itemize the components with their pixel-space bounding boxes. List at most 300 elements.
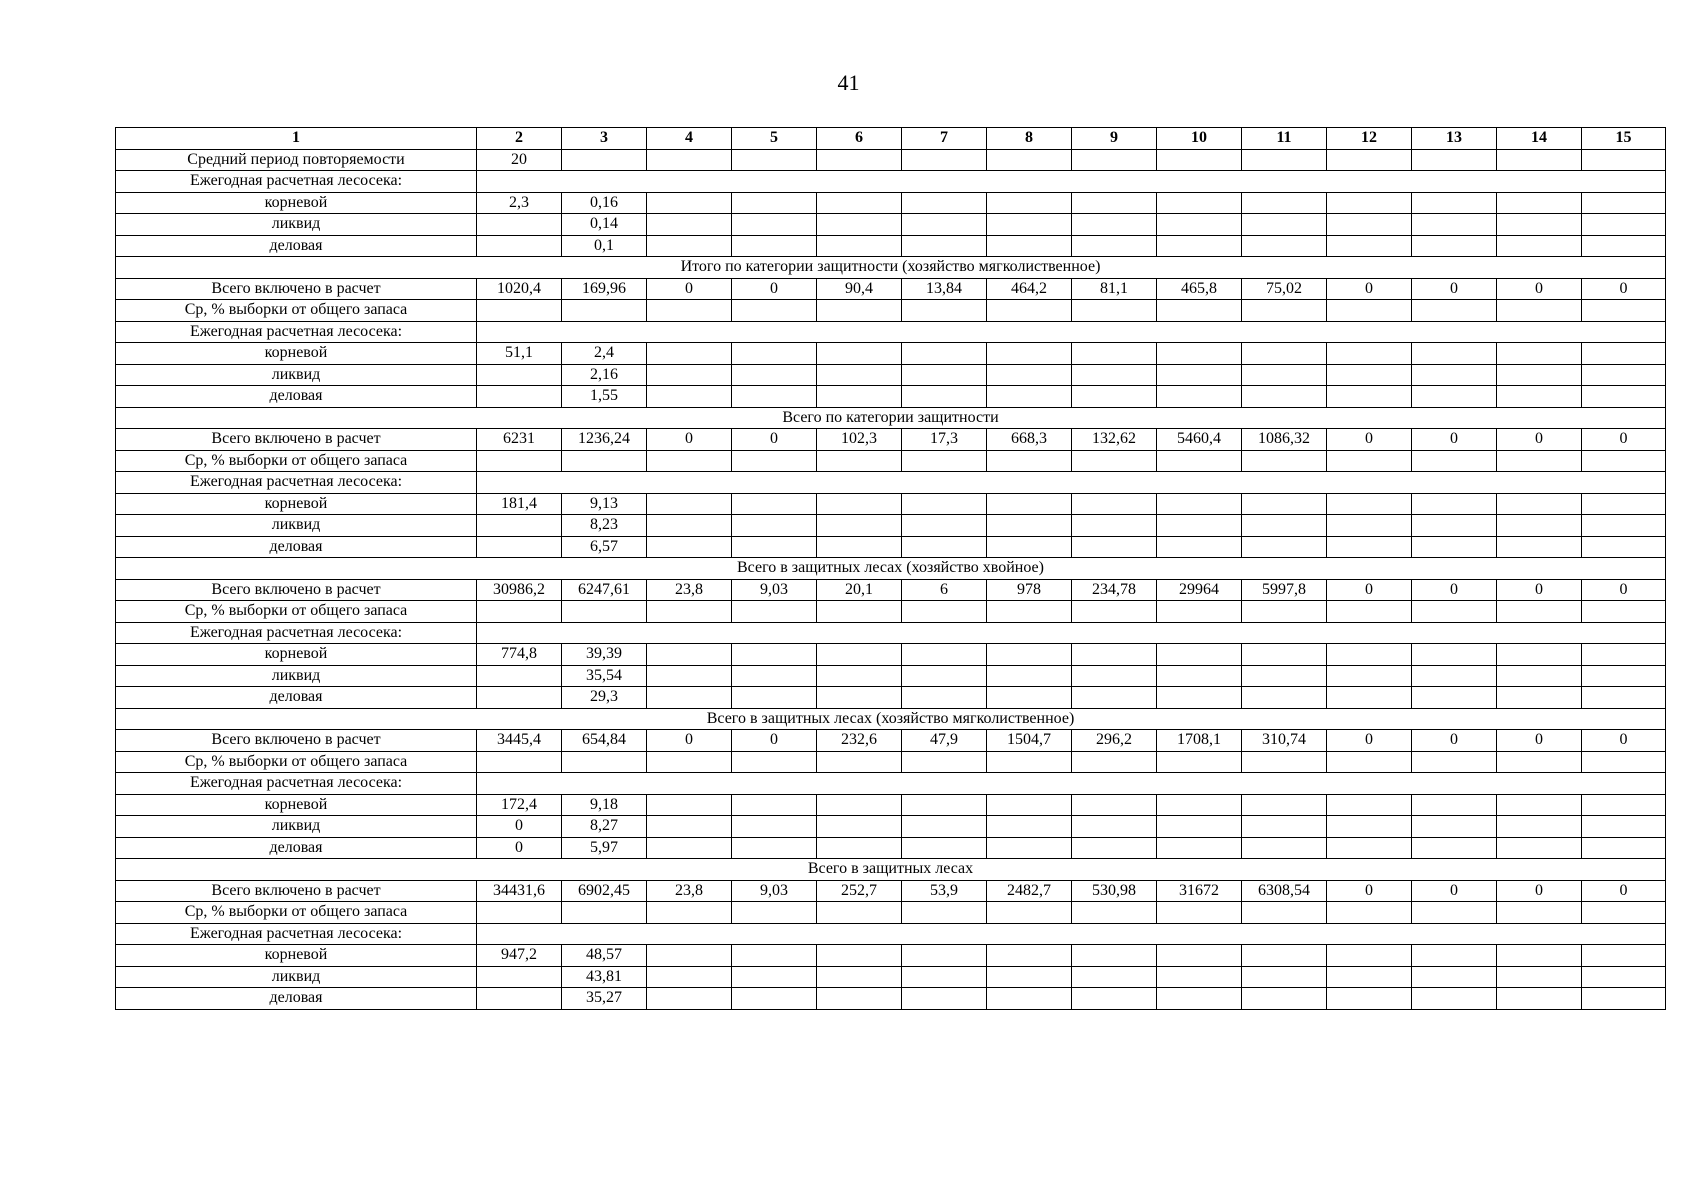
value-cell: 1,55 [562, 386, 647, 408]
value-cell [1412, 902, 1497, 924]
value-cell [987, 945, 1072, 967]
table-row [116, 751, 1666, 773]
section-header-row [116, 407, 1666, 429]
value-cell: 2,4 [562, 343, 647, 365]
value-cell [1497, 665, 1582, 687]
value-cell [1327, 386, 1412, 408]
value-cell [732, 386, 817, 408]
value-cell: 0 [732, 730, 817, 752]
row-label-cell: Средний период повторяемости [116, 149, 477, 171]
value-cell [1412, 149, 1497, 171]
value-cell [987, 966, 1072, 988]
value-cell [1497, 450, 1582, 472]
table-row [116, 730, 1666, 752]
value-cell: 1504,7 [987, 730, 1072, 752]
value-cell [1242, 945, 1327, 967]
value-cell [1072, 450, 1157, 472]
value-cell [562, 450, 647, 472]
table-row [116, 945, 1666, 967]
value-cell [1072, 794, 1157, 816]
column-header-13: 13 [1412, 128, 1497, 150]
value-cell [987, 988, 1072, 1010]
value-cell [1242, 386, 1327, 408]
value-cell [1582, 364, 1666, 386]
value-cell [1412, 837, 1497, 859]
value-cell [1157, 601, 1242, 623]
value-cell [1327, 192, 1412, 214]
value-cell [1242, 816, 1327, 838]
table-row [116, 966, 1666, 988]
section-title: Всего в защитных лесах (хозяйство хвойное) [116, 558, 1666, 580]
value-cell: 20 [477, 149, 562, 171]
value-cell [732, 450, 817, 472]
value-cell [987, 687, 1072, 709]
table-row [116, 794, 1666, 816]
value-cell [902, 450, 987, 472]
table-row [116, 493, 1666, 515]
value-cell [817, 343, 902, 365]
section-title: Всего по категории защитности [116, 407, 1666, 429]
value-cell [817, 902, 902, 924]
row-label-cell: Всего включено в расчет [116, 579, 477, 601]
value-cell [647, 493, 732, 515]
value-cell [1242, 235, 1327, 257]
value-cell [1327, 837, 1412, 859]
value-cell: 3445,4 [477, 730, 562, 752]
table-row [116, 192, 1666, 214]
column-header-4: 4 [647, 128, 732, 150]
value-cell [1582, 235, 1666, 257]
row-label-cell: Ср, % выборки от общего запаса [116, 300, 477, 322]
value-cell: 8,27 [562, 816, 647, 838]
value-cell [817, 235, 902, 257]
value-cell [987, 192, 1072, 214]
value-cell [1412, 966, 1497, 988]
value-cell [562, 902, 647, 924]
column-header-5: 5 [732, 128, 817, 150]
row-label-cell: ликвид [116, 364, 477, 386]
value-cell [1412, 343, 1497, 365]
row-label-cell: деловая [116, 235, 477, 257]
value-cell: 464,2 [987, 278, 1072, 300]
value-cell [1497, 902, 1582, 924]
value-cell [1497, 988, 1582, 1010]
value-cell [1242, 192, 1327, 214]
value-cell [647, 902, 732, 924]
value-cell: 1236,24 [562, 429, 647, 451]
value-cell [987, 343, 1072, 365]
subheader-label: Ежегодная расчетная лесосека: [116, 171, 477, 193]
value-cell [902, 601, 987, 623]
value-cell [1582, 945, 1666, 967]
row-label-cell: Ср, % выборки от общего запаса [116, 902, 477, 924]
value-cell [1072, 751, 1157, 773]
value-cell: 1086,32 [1242, 429, 1327, 451]
value-cell: 0 [1412, 730, 1497, 752]
value-cell [1072, 300, 1157, 322]
value-cell [1157, 665, 1242, 687]
value-cell [1072, 816, 1157, 838]
section-header-row [116, 708, 1666, 730]
table-row [116, 687, 1666, 709]
value-cell [902, 343, 987, 365]
value-cell [1497, 300, 1582, 322]
subheader-row [116, 923, 1666, 945]
value-cell: 296,2 [1072, 730, 1157, 752]
value-cell [477, 751, 562, 773]
value-cell [817, 751, 902, 773]
value-cell [902, 493, 987, 515]
value-cell [1582, 966, 1666, 988]
value-cell [1582, 644, 1666, 666]
value-cell [1327, 751, 1412, 773]
value-cell [1072, 214, 1157, 236]
value-cell [1327, 493, 1412, 515]
value-cell: 39,39 [562, 644, 647, 666]
value-cell [1327, 816, 1412, 838]
value-cell [1242, 300, 1327, 322]
value-cell [1412, 364, 1497, 386]
value-cell [902, 515, 987, 537]
value-cell [817, 816, 902, 838]
value-cell [987, 515, 1072, 537]
row-label-cell: Ср, % выборки от общего запаса [116, 601, 477, 623]
value-cell [1412, 794, 1497, 816]
value-cell [817, 450, 902, 472]
value-cell [732, 945, 817, 967]
subheader-label: Ежегодная расчетная лесосека: [116, 472, 477, 494]
value-cell [817, 364, 902, 386]
value-cell: 0,16 [562, 192, 647, 214]
value-cell [1582, 601, 1666, 623]
value-cell [562, 149, 647, 171]
value-cell [1072, 644, 1157, 666]
table-row [116, 665, 1666, 687]
value-cell [902, 794, 987, 816]
value-cell [732, 687, 817, 709]
table-row [116, 149, 1666, 171]
value-cell: 6 [902, 579, 987, 601]
value-cell [477, 687, 562, 709]
row-label-cell: ликвид [116, 214, 477, 236]
table-row [116, 429, 1666, 451]
table-row [116, 644, 1666, 666]
value-cell [1157, 235, 1242, 257]
value-cell: 0 [1582, 880, 1666, 902]
value-cell: 20,1 [817, 579, 902, 601]
value-cell [1412, 515, 1497, 537]
value-cell [1072, 149, 1157, 171]
value-cell [902, 192, 987, 214]
value-cell: 947,2 [477, 945, 562, 967]
value-cell: 0 [1497, 730, 1582, 752]
value-cell [1072, 601, 1157, 623]
value-cell [647, 945, 732, 967]
table-row [116, 343, 1666, 365]
value-cell [987, 665, 1072, 687]
value-cell [1497, 343, 1582, 365]
value-cell [902, 988, 987, 1010]
value-cell [647, 364, 732, 386]
value-cell [1242, 644, 1327, 666]
value-cell [732, 536, 817, 558]
value-cell [1072, 665, 1157, 687]
value-cell: 5,97 [562, 837, 647, 859]
value-cell: 9,18 [562, 794, 647, 816]
row-label-cell: Всего включено в расчет [116, 880, 477, 902]
value-cell: 169,96 [562, 278, 647, 300]
value-cell [1497, 644, 1582, 666]
value-cell: 0 [1582, 278, 1666, 300]
value-cell [1157, 794, 1242, 816]
value-cell [1242, 988, 1327, 1010]
column-header-9: 9 [1072, 128, 1157, 150]
table-row [116, 880, 1666, 902]
value-cell [1497, 235, 1582, 257]
value-cell [817, 536, 902, 558]
value-cell: 0 [1412, 579, 1497, 601]
value-cell [1327, 665, 1412, 687]
value-cell [1242, 343, 1327, 365]
column-header-row [116, 128, 1666, 150]
table-row [116, 837, 1666, 859]
value-cell [1072, 386, 1157, 408]
value-cell [1497, 837, 1582, 859]
subheader-row [116, 622, 1666, 644]
value-cell [1072, 837, 1157, 859]
table-row [116, 816, 1666, 838]
value-cell [902, 536, 987, 558]
value-cell [732, 493, 817, 515]
value-cell [1582, 988, 1666, 1010]
row-label-cell: корневой [116, 192, 477, 214]
value-cell [732, 192, 817, 214]
table-row [116, 364, 1666, 386]
value-cell [1327, 536, 1412, 558]
value-cell: 9,13 [562, 493, 647, 515]
value-cell: 43,81 [562, 966, 647, 988]
value-cell [562, 300, 647, 322]
value-cell: 6,57 [562, 536, 647, 558]
section-header-row [116, 558, 1666, 580]
value-cell: 0 [1497, 278, 1582, 300]
value-cell [732, 149, 817, 171]
value-cell [1242, 149, 1327, 171]
value-cell: 23,8 [647, 579, 732, 601]
value-cell [1072, 235, 1157, 257]
value-cell [562, 601, 647, 623]
value-cell: 29,3 [562, 687, 647, 709]
value-cell: 774,8 [477, 644, 562, 666]
value-cell [1582, 493, 1666, 515]
value-cell [732, 601, 817, 623]
value-cell [1497, 816, 1582, 838]
value-cell [902, 644, 987, 666]
row-label-cell: корневой [116, 343, 477, 365]
value-cell [1497, 601, 1582, 623]
value-cell [1497, 966, 1582, 988]
value-cell: 13,84 [902, 278, 987, 300]
value-cell [1582, 687, 1666, 709]
value-cell: 30986,2 [477, 579, 562, 601]
value-cell [902, 902, 987, 924]
value-cell: 0,1 [562, 235, 647, 257]
value-cell: 0 [477, 837, 562, 859]
value-cell [647, 687, 732, 709]
value-cell [1582, 902, 1666, 924]
value-cell [817, 214, 902, 236]
value-cell [477, 214, 562, 236]
value-cell [1157, 300, 1242, 322]
value-cell [817, 687, 902, 709]
row-label-cell: корневой [116, 644, 477, 666]
value-cell [1157, 149, 1242, 171]
value-cell [817, 966, 902, 988]
value-cell [732, 214, 817, 236]
table-row [116, 235, 1666, 257]
value-cell [647, 149, 732, 171]
value-cell: 0 [1412, 429, 1497, 451]
value-cell [1157, 343, 1242, 365]
value-cell: 0 [1327, 429, 1412, 451]
value-cell [1327, 902, 1412, 924]
value-cell [1157, 751, 1242, 773]
value-cell [987, 214, 1072, 236]
value-cell [1327, 214, 1412, 236]
value-cell: 9,03 [732, 880, 817, 902]
value-cell [817, 945, 902, 967]
empty-merged-cell [477, 773, 1666, 795]
value-cell [732, 751, 817, 773]
empty-merged-cell [477, 321, 1666, 343]
value-cell [902, 816, 987, 838]
value-cell [477, 450, 562, 472]
value-cell: 75,02 [1242, 278, 1327, 300]
value-cell [1582, 214, 1666, 236]
value-cell [1072, 687, 1157, 709]
subheader-row [116, 773, 1666, 795]
value-cell: 978 [987, 579, 1072, 601]
value-cell [1582, 515, 1666, 537]
value-cell [1242, 364, 1327, 386]
value-cell [987, 536, 1072, 558]
value-cell [477, 364, 562, 386]
table-row [116, 536, 1666, 558]
table-row [116, 579, 1666, 601]
empty-merged-cell [477, 622, 1666, 644]
column-header-12: 12 [1327, 128, 1412, 150]
value-cell [1157, 450, 1242, 472]
value-cell [1157, 902, 1242, 924]
value-cell [1242, 837, 1327, 859]
value-cell [987, 149, 1072, 171]
value-cell [902, 149, 987, 171]
value-cell [1072, 343, 1157, 365]
empty-merged-cell [477, 171, 1666, 193]
value-cell [817, 493, 902, 515]
value-cell: 0 [732, 278, 817, 300]
row-label-cell: Всего включено в расчет [116, 429, 477, 451]
row-label-cell: ликвид [116, 515, 477, 537]
table-row [116, 515, 1666, 537]
value-cell: 234,78 [1072, 579, 1157, 601]
value-cell [1072, 364, 1157, 386]
row-label-cell: деловая [116, 837, 477, 859]
value-cell: 35,54 [562, 665, 647, 687]
value-cell [477, 966, 562, 988]
row-label-cell: корневой [116, 794, 477, 816]
value-cell [732, 235, 817, 257]
value-cell [1582, 300, 1666, 322]
value-cell [477, 988, 562, 1010]
value-cell [732, 816, 817, 838]
value-cell: 0 [1582, 579, 1666, 601]
value-cell [477, 601, 562, 623]
value-cell [1072, 966, 1157, 988]
value-cell [1497, 751, 1582, 773]
row-label-cell: деловая [116, 536, 477, 558]
value-cell: 53,9 [902, 880, 987, 902]
value-cell [1412, 493, 1497, 515]
value-cell [817, 988, 902, 1010]
value-cell: 132,62 [1072, 429, 1157, 451]
value-cell: 0 [647, 730, 732, 752]
value-cell [477, 536, 562, 558]
value-cell [477, 235, 562, 257]
value-cell [1157, 493, 1242, 515]
value-cell: 102,3 [817, 429, 902, 451]
value-cell [1327, 149, 1412, 171]
value-cell [647, 343, 732, 365]
value-cell [1072, 493, 1157, 515]
value-cell [1242, 665, 1327, 687]
table-body [116, 128, 1666, 1010]
value-cell [817, 300, 902, 322]
value-cell: 0 [1327, 880, 1412, 902]
value-cell [647, 536, 732, 558]
value-cell [732, 988, 817, 1010]
value-cell [1497, 515, 1582, 537]
value-cell [1582, 149, 1666, 171]
column-header-15: 15 [1582, 128, 1666, 150]
section-header-row [116, 859, 1666, 881]
value-cell: 1020,4 [477, 278, 562, 300]
value-cell: 9,03 [732, 579, 817, 601]
value-cell: 29964 [1157, 579, 1242, 601]
value-cell [1582, 343, 1666, 365]
value-cell [1497, 149, 1582, 171]
column-header-1: 1 [116, 128, 477, 150]
value-cell [987, 493, 1072, 515]
value-cell [817, 149, 902, 171]
value-cell [732, 364, 817, 386]
value-cell: 6308,54 [1242, 880, 1327, 902]
value-cell [647, 386, 732, 408]
subheader-label: Ежегодная расчетная лесосека: [116, 622, 477, 644]
value-cell: 0 [477, 816, 562, 838]
empty-merged-cell [477, 472, 1666, 494]
value-cell [647, 837, 732, 859]
subheader-row [116, 171, 1666, 193]
value-cell [1157, 966, 1242, 988]
value-cell [1412, 214, 1497, 236]
subheader-label: Ежегодная расчетная лесосека: [116, 923, 477, 945]
value-cell: 465,8 [1157, 278, 1242, 300]
value-cell [647, 235, 732, 257]
forest-harvest-table [115, 127, 1666, 1010]
value-cell [1327, 966, 1412, 988]
value-cell [647, 751, 732, 773]
